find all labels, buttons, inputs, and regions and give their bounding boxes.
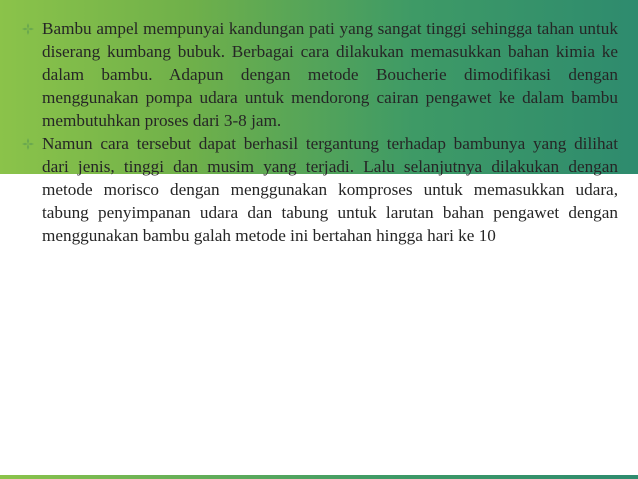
diamond-bullet-icon <box>22 23 34 35</box>
bullet-text: Namun cara tersebut dapat berhasil tergantung terhadap bambunya yang dilihat dari jenis, tinggi dan musim yang terjadi. Lalu selanjutnya dilakukan dengan metode morisco dengan menggunakan komproses untuk memasukkan udara, tabung penyimpanan udara dan tabung untuk larutan bahan pengawet dengan menggunakan bambu galah metode ini bertahan hingga hari ke 10 <box>42 134 618 245</box>
bullet-text: Bambu ampel mempunyai kandungan pati yang sangat tinggi sehingga tahan untuk diserang kumbang bubuk. Berbagai cara dilakukan memasukkan bahan kimia ke dalam bambu. Adapun dengan metode Boucherie dimodifikasi dengan menggunakan pompa udara untuk mendorong cairan pengawet ke dalam bambu membutuhkan proses dari 3-8 jam. <box>42 19 618 130</box>
bullet-item <box>22 17 618 132</box>
bullet-item <box>22 132 618 247</box>
diamond-bullet-icon <box>22 138 34 150</box>
slide-content <box>22 17 618 247</box>
bottom-green-bar <box>0 475 638 479</box>
